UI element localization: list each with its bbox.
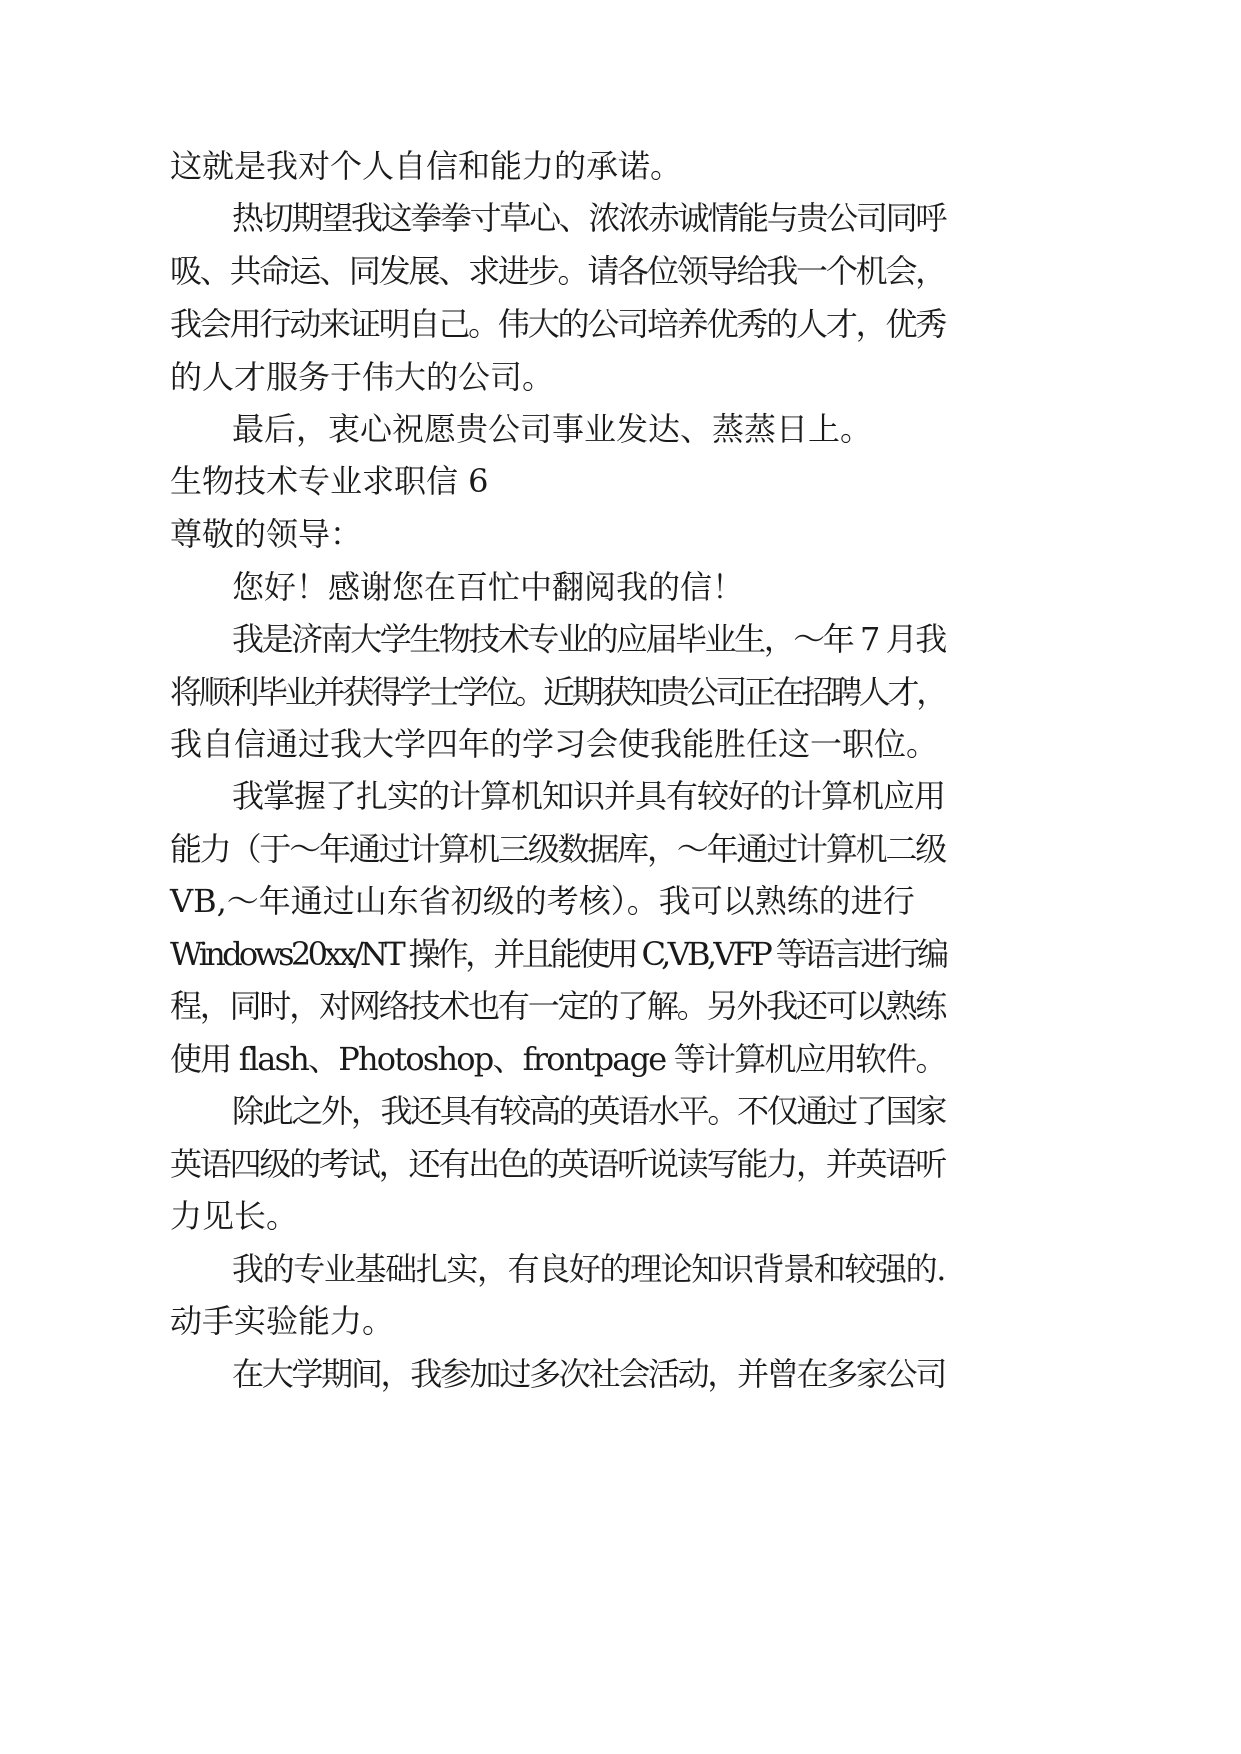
text-line: 吸、共命运、同发展、求进步。请各位领导给我一个机会， — [170, 252, 946, 290]
text-line: 程，同时，对网络技术也有一定的了解。另外我还可以熟练 — [170, 987, 946, 1025]
salutation: 尊敬的领导： — [170, 515, 363, 553]
text-line: 我的专业基础扎实，有良好的理论知识背景和较强的. — [232, 1250, 946, 1288]
text-line: 动手实验能力。 — [170, 1302, 395, 1340]
text-line: 您好！感谢您在百忙中翻阅我的信！ — [232, 568, 745, 606]
text-line: 的人才服务于伟大的公司。 — [170, 358, 555, 396]
text-line: 英语四级的考试，还有出色的英语听说读写能力，并英语听 — [170, 1145, 946, 1183]
text-line: 我是济南大学生物技术专业的应届毕业生，～年 7 月我 — [232, 620, 945, 658]
text-line: VB,～年通过山东省初级的考核）。我可以熟练的进行 — [170, 882, 915, 920]
text-line: 我掌握了扎实的计算机知识并具有较好的计算机应用 — [232, 777, 946, 815]
text-line: 我会用行动来证明自己。伟大的公司培养优秀的人才，优秀 — [170, 305, 946, 343]
text-line: 热切期望我这拳拳寸草心、浓浓赤诚情能与贵公司同呼 — [232, 199, 946, 237]
text-line: 我自信通过我大学四年的学习会使我能胜任这一职位。 — [170, 725, 939, 763]
text-line: 将顺利毕业并获得学士学位。近期获知贵公司正在招聘人才， — [170, 673, 945, 711]
text-line: 力见长。 — [170, 1197, 299, 1235]
text-line: 最后，衷心祝愿贵公司事业发达、蒸蒸日上。 — [232, 410, 873, 448]
text-line: 这就是我对个人自信和能力的承诺。 — [170, 147, 683, 185]
text-line: 除此之外，我还具有较高的英语水平。不仅通过了国家 — [232, 1092, 946, 1130]
text-line: 使用 flash、Photoshop、frontpage 等计算机应用软件。 — [170, 1040, 946, 1078]
text-line: 在大学期间，我参加过多次社会活动，并曾在多家公司 — [232, 1355, 946, 1393]
text-line: 能力（于～年通过计算机三级数据库，～年通过计算机二级 — [170, 830, 946, 868]
text-line: Windows20xx/NT 操作，并且能使用 C,VB,VFP 等语言进行编 — [170, 935, 946, 973]
section-heading: 生物技术专业求职信 6 — [170, 462, 489, 500]
